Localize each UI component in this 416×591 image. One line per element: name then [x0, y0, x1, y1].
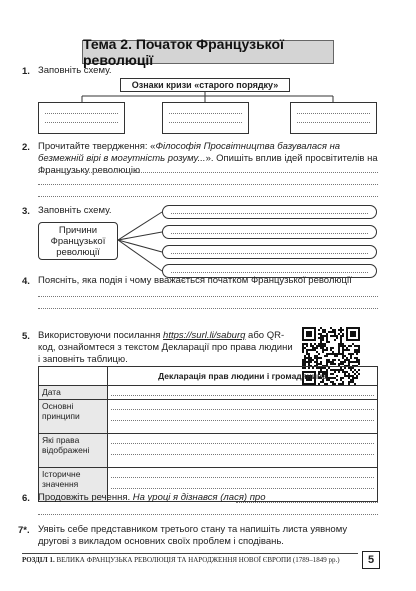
table-row	[39, 434, 378, 468]
answer-line[interactable]	[38, 196, 378, 197]
question-5-number: 5.	[22, 331, 30, 342]
answer-line[interactable]	[38, 514, 378, 515]
answer-line[interactable]	[38, 308, 378, 309]
question-2-number: 2.	[22, 142, 30, 153]
scheme-1-box-3[interactable]	[290, 102, 377, 134]
row-label: Дата	[39, 386, 108, 400]
question-1-text: Заповніть схему.	[38, 65, 112, 76]
scheme-1-box-1[interactable]	[38, 102, 125, 134]
question-6-number: 6.	[22, 493, 30, 504]
footer-divider	[22, 553, 358, 554]
causes-box: Причини Французької революції	[38, 222, 118, 260]
footer-text: РОЗДІЛ 1. ВЕЛИКА ФРАНЦУЗЬКА РЕВОЛЮЦІЯ ТА НАРОДЖЕННЯ НОВОЇ ЄВРОПИ (1789–1849 рр.)	[22, 556, 340, 564]
declaration-table	[38, 366, 378, 502]
declaration-link[interactable]: https://surl.li/saburq	[163, 330, 246, 341]
table-header: Декларація прав людини і громадянина	[108, 367, 378, 386]
question-2-text: Прочитайте твердження: «Філософія Просвітництва базувалася на безмежній вірі в могутність розуму...». Опишіть вплив ідей просвітителів на Французьку революцію	[38, 141, 378, 176]
question-1-number: 1.	[22, 66, 30, 77]
question-7-text: Уявіть себе представником третього стану та напишіть листа уявному другові з викладом основних своїх проблем і сподівань.	[38, 524, 348, 547]
row-label: Історичне значення	[39, 468, 108, 502]
question-4-number: 4.	[22, 276, 30, 287]
row-label: Основні принципи	[39, 400, 108, 434]
row-answer[interactable]	[108, 400, 378, 434]
answer-line[interactable]	[38, 184, 378, 185]
table-row	[39, 400, 378, 434]
question-3-number: 3.	[22, 206, 30, 217]
scheme-1-box-2[interactable]	[162, 102, 249, 134]
question-5-text: Використовуючи посилання https://surl.li/saburq або QR-код, ознайомтеся з текстом Декларації про права людини і заповніть таблицю.	[38, 330, 293, 365]
answer-line[interactable]	[38, 296, 378, 297]
page-number: 5	[362, 551, 380, 569]
page-title: Тема 2. Початок Французької революції	[82, 40, 334, 64]
answer-line[interactable]	[236, 502, 378, 503]
cause-input-3[interactable]	[162, 245, 377, 259]
question-7-number: 7*.	[18, 525, 30, 536]
answer-line[interactable]	[38, 172, 378, 173]
cause-input-2[interactable]	[162, 225, 377, 239]
cause-input-1[interactable]	[162, 205, 377, 219]
table-row	[39, 386, 378, 400]
row-label: Які права відображені	[39, 434, 108, 468]
row-answer[interactable]	[108, 434, 378, 468]
question-6-text: Продовжіть речення. На уроці я дізнався (лася) про	[38, 492, 266, 503]
question-3-text: Заповніть схему.	[38, 205, 112, 216]
scheme-header-box: Ознаки кризи «старого порядку»	[120, 78, 290, 92]
question-4-text: Поясніть, яка подія і чому вважається початком Французької революції	[38, 275, 352, 286]
row-answer[interactable]	[108, 386, 378, 400]
